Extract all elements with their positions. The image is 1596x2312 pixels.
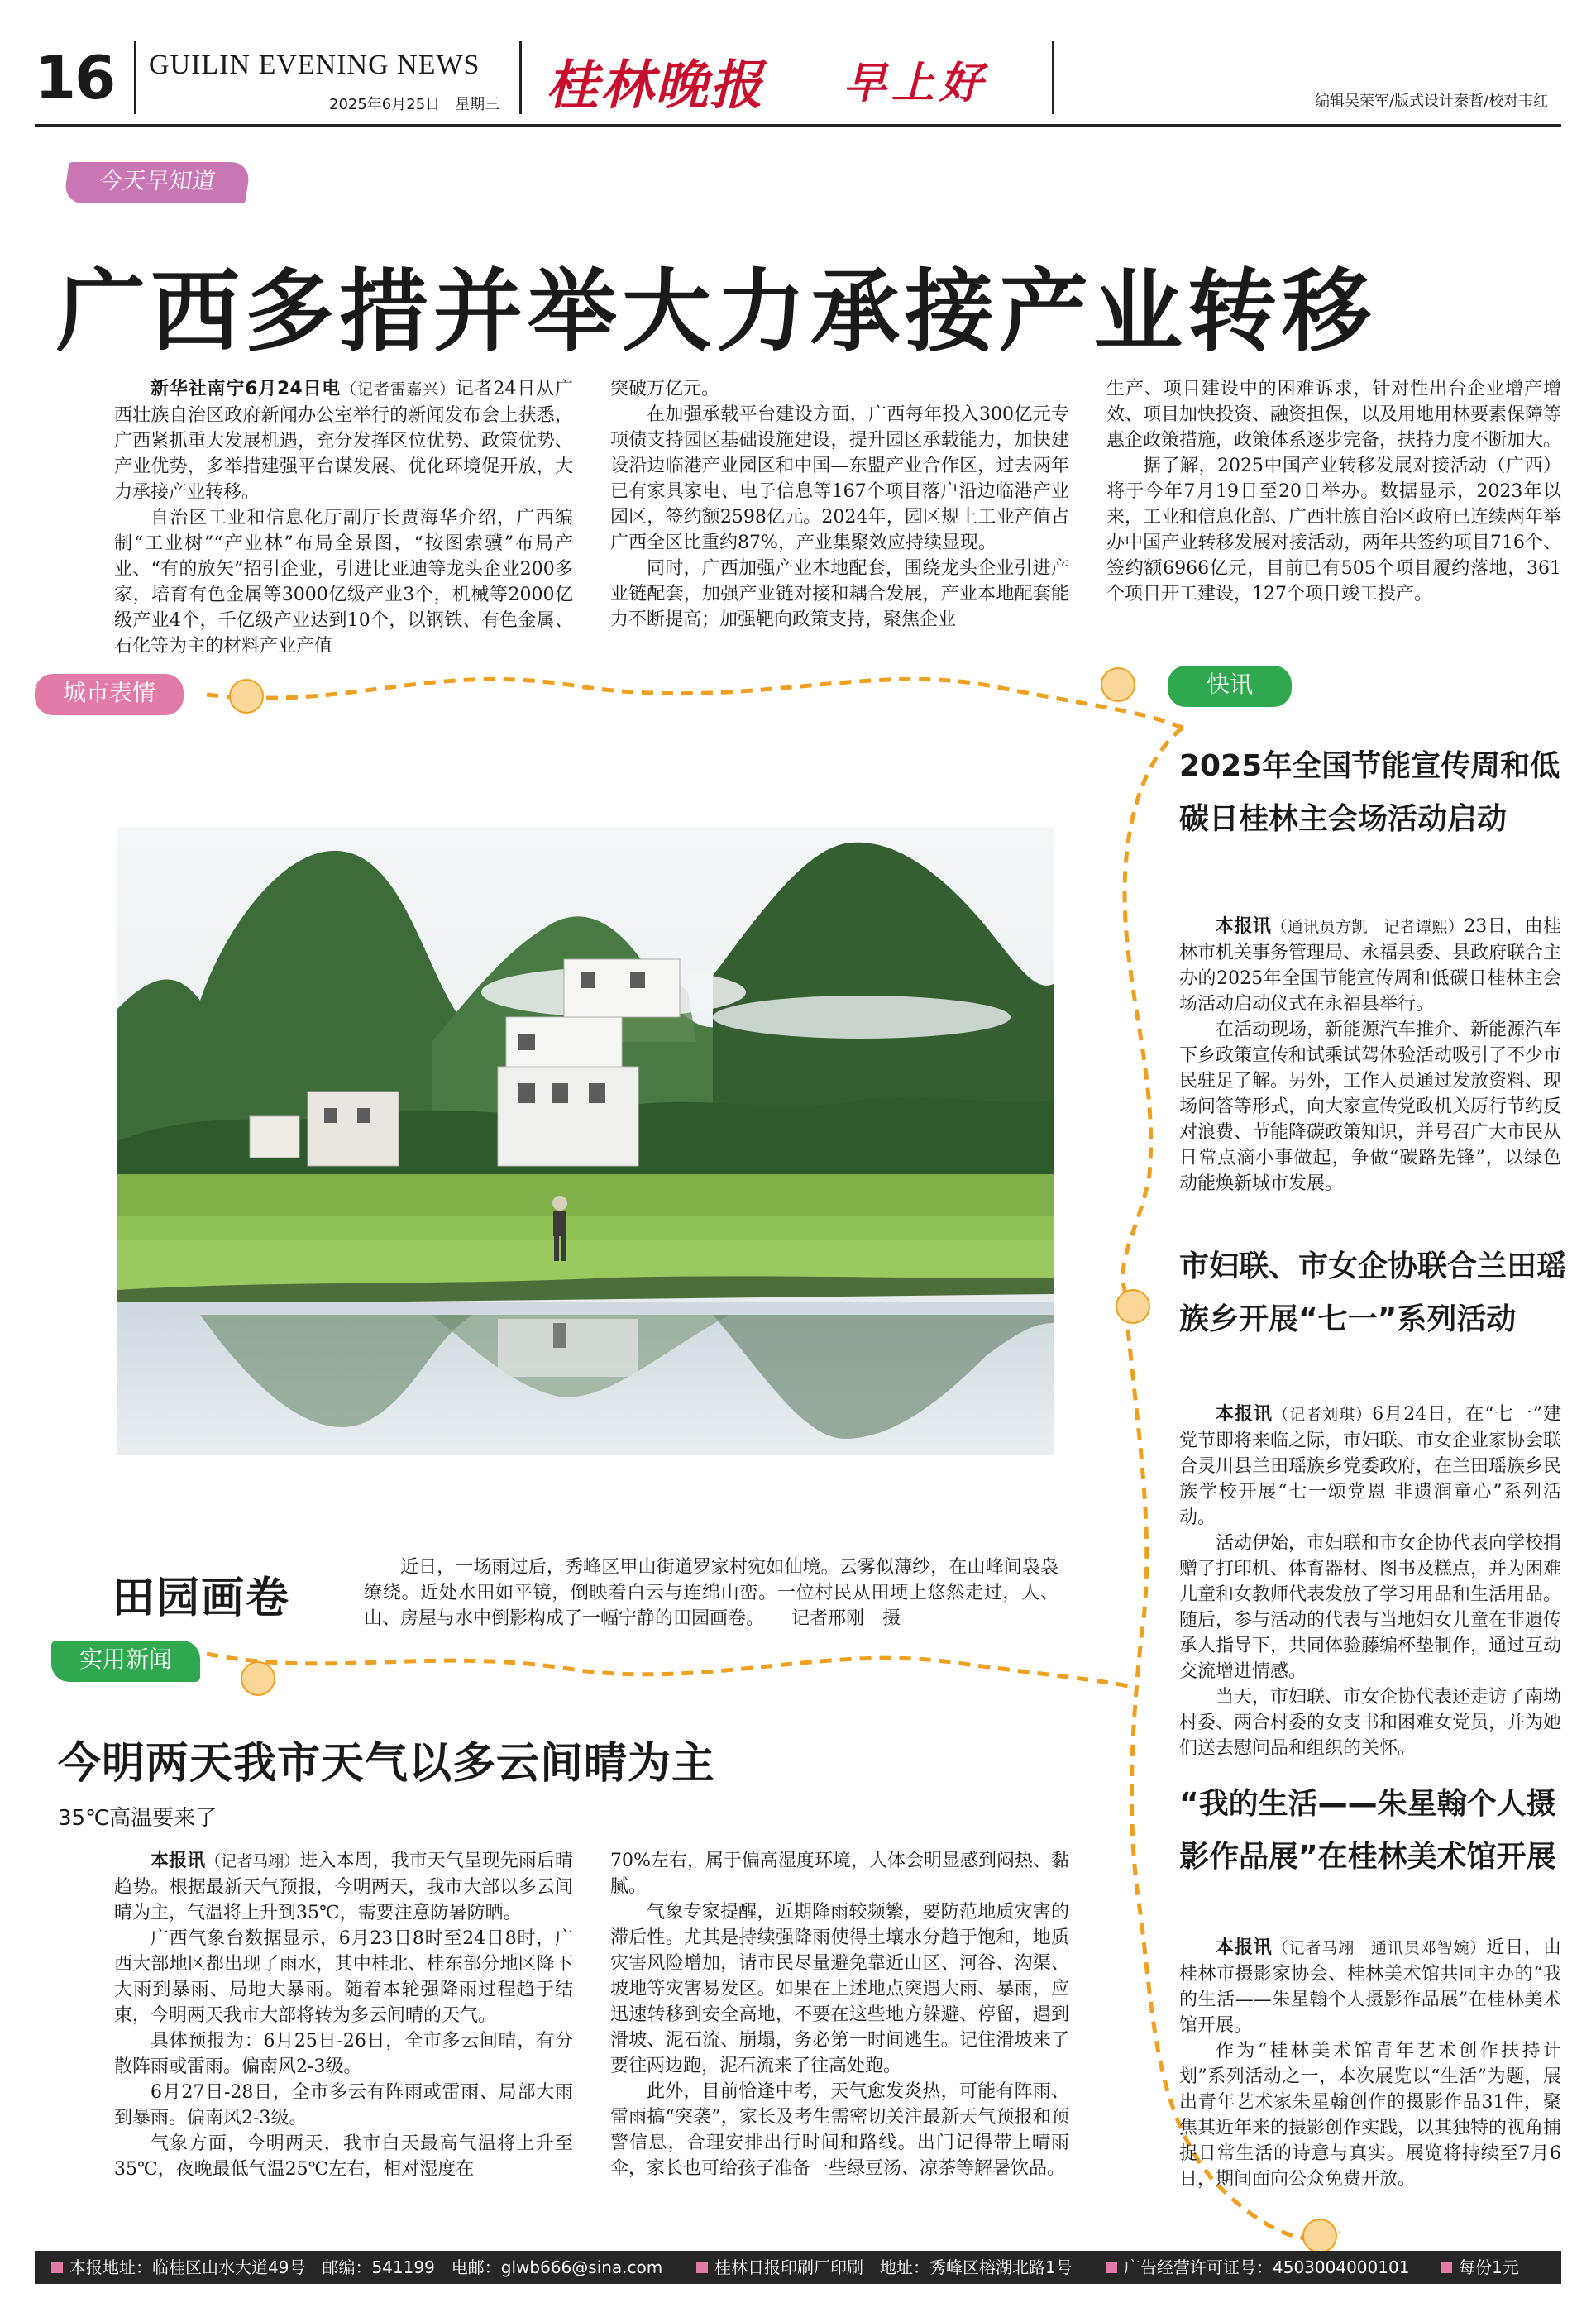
article-paragraph: 当天，市妇联、市女企协代表还走访了南坳村委、两合村委的女支书和困难女党员，并为她们送去慰问品和组织的关怀。: [1179, 1687, 1562, 1759]
masthead-divider: [519, 41, 522, 114]
rice-paddy-landscape-illustration: [117, 827, 1054, 1455]
lead-article-column-3: [1106, 376, 1561, 607]
weather-headline: 今明两天我市天气以多云间晴为主: [58, 1739, 716, 1789]
photo-caption: 近日，一场雨过后，秀峰区甲山街道罗家村宛如仙境。云雾似薄纱，在山峰间袅袅缭绕。近处水田如平镜，倒映着白云与连绵山峦。一位村民从田埂上悠然走过，人、山、房屋与水中倒影构成了一幅宁静的田园画卷。 记者邢刚 摄: [364, 1557, 1058, 1629]
masthead-rule: [35, 124, 1561, 127]
square-bullet-icon: [1441, 2262, 1452, 2273]
flash-news-2-title: 市妇联、市女企协联合兰田瑶族乡开展“七一”系列活动: [1179, 1249, 1567, 1336]
article-paragraph: 广西气象台数据显示，6月23日8时至24日8时，广西大部地区都出现了雨水，其中桂北、桂东部分地区降下大雨到暴雨、局地大暴雨。随着本轮强降雨过程趋于结束，今明两天我市大部将转为多云间晴的天气。: [114, 1928, 573, 2026]
section-tag-practical: 实用新闻: [51, 1641, 200, 1682]
article-paragraph: 本报讯（记者马翊 通讯员邓智婉）近日，由桂林市摄影家协会、桂林美术馆共同主办的“我的生活——朱星翰个人摄影作品展”在桂林美术馆开展。: [1179, 1937, 1561, 2036]
article-paragraph: 突破万亿元。: [610, 379, 720, 399]
paper-logo: 桂林晚报: [546, 55, 764, 117]
article-paragraph: 本报讯（通讯员方凯 记者谭熙）23日，由桂林市机关事务管理局、永福县委、县政府联合主办的2025年全国节能宣传周和低碳日桂林主会场活动启动仪式在永福县举行。: [1179, 916, 1562, 1015]
masthead-divider: [134, 41, 136, 114]
article-paragraph: 本报讯（记者马翊）进入本周，我市天气呈现先雨后晴趋势。根据最新天气预报，今明两天，我市大部以多云间晴为主，气温将上升到35℃，需要注意防暑防晒。: [114, 1851, 573, 1923]
lead-headline: 广西多措并举大力承接产业转移: [56, 260, 1377, 364]
article-paragraph: 据了解，2025中国产业转移发展对接活动（广西）将于今年7月19日至20日举办。数据显示，2023年以来，工业和信息化部、广西壮族自治区政府已连续两年举办中国产业转移发展对接活动，两年共签约项目716个、签约额6966亿元，目前已有505个项目履约落地，361个项目开工建设，127个项目竣工投产。: [1106, 456, 1562, 604]
article-paragraph: 活动伊始，市妇联和市女企协代表向学校捐赠了打印机、体育器材、图书及糕点，并为困难儿童和女教师代表发放了学习用品和生活用品。随后，参与活动的代表与当地妇女儿童在非遗传承人指导下，共同体验藤编杯垫制作，通过互动交流增进情感。: [1179, 1533, 1562, 1682]
article-paragraph: 6月27日-28日，全市多云有阵雨或雷雨、局部大雨到暴雨。偏南风2-3级。: [114, 2082, 573, 2128]
weather-subheadline: 35℃高温要来了: [58, 1806, 217, 1831]
page-number: 16: [35, 43, 115, 112]
square-bullet-icon: [696, 2262, 708, 2273]
article-paragraph: 同时，广西加强产业本地配套，围绕龙头企业引进产业链配套，加强产业链对接和耦合发展，产业本地配套能力不断提高；加强靶向政策支持，聚焦企业: [610, 558, 1069, 630]
section-tag-today: 今天早知道: [63, 162, 251, 203]
photo-title: 田园画卷: [112, 1574, 291, 1623]
masthead-divider: [1052, 41, 1054, 114]
issue-date: 2025年6月25日 星期三: [329, 96, 500, 113]
flash-news-1-body: [1179, 914, 1561, 1197]
flash-news-3-title: “我的生活——朱星翰个人摄影作品展”在桂林美术馆开展: [1179, 1787, 1556, 1874]
lead-article-column-2: [610, 376, 1069, 633]
section-tag-city: 城市表情: [35, 674, 184, 715]
square-bullet-icon: [1106, 2262, 1117, 2273]
lead-article-column-1: [114, 376, 573, 659]
article-paragraph: 作为“桂林美术馆青年艺术创作扶持计划”系列活动之一，本次展览以“生活”为题，展出青年艺术家朱星翰创作的摄影作品31件，聚焦其近年来的摄影创作实践，以其独特的视角捕捉日常生活的诗意与真实。展览将持续至7月6日，期间面向公众免费开放。: [1179, 2041, 1562, 2190]
square-bullet-icon: [51, 2262, 63, 2273]
footer-printer: 桂林日报印刷厂印刷 地址：秀峰区榕湖北路1号: [696, 2251, 1073, 2284]
footer-price: 每份1元: [1441, 2251, 1519, 2284]
footer-address: 本报地址：临桂区山水大道49号 邮编：541199 电邮：glwb666@sina.com: [51, 2251, 662, 2284]
section-slogan: 早上好: [843, 58, 988, 108]
landscape-photo: [117, 827, 1054, 1455]
flash-news-1-title: 2025年全国节能宣传周和低碳日桂林主会场活动启动: [1179, 749, 1560, 836]
article-paragraph: 具体预报为：6月25日-26日，全市多云间晴，有分散阵雨或雷雨。偏南风2-3级。: [114, 2031, 573, 2077]
article-paragraph: 生产、项目建设中的困难诉求，针对性出台企业增产增效、项目加快投资、融资担保，以及用地用林要素保障等惠企政策措施，政策体系逐步完备，扶持力度不断加大。: [1106, 379, 1562, 451]
flash-news-3-body: [1179, 1935, 1561, 2192]
article-paragraph: 在加强承载平台建设方面，广西每年投入300亿元专项债支持园区基础设施建设，提升园区承载能力，加快建设沿边临港产业园区和中国—东盟产业合作区，过去两年已有家具家电、电子信息等167个项目落户沿边临港产业园区，签约额2598亿元。2024年，园区规上工业产值占广西全区比重约87%，产业集聚效应持续显现。: [610, 404, 1069, 553]
flash-news-2-body: [1179, 1402, 1561, 1761]
page-footer: [35, 2251, 1561, 2284]
article-paragraph: 气象专家提醒，近期降雨较频繁，要防范地质灾害的滞后性。尤其是持续强降雨使得土壤水分趋于饱和，地质灾害风险增加，请市民尽量避免靠近山区、河谷、沟渠、坡地等灾害易发区。如果在上述地点突遇大雨、暴雨，应迅速转移到安全高地，不要在这些地方躲避、停留，遇到滑坡、泥石流、崩塌，务必第一时间逃生。记住滑坡来了要往两边跑，泥石流来了往高处跑。: [610, 1902, 1069, 2076]
article-paragraph: 70%左右，属于偏高湿度环境，人体会明显感到闷热、黏腻。: [610, 1851, 1069, 1897]
article-paragraph: 新华社南宁6月24日电（记者雷嘉兴）记者24日从广西壮族自治区政府新闻办公室举行的新闻发布会上获悉，广西紧抓重大发展机遇，充分发挥区位优势、政策优势、产业优势，多举措建强平台谋发展、优化环境促开放，大力承接产业转移。: [114, 379, 573, 503]
article-paragraph: 在活动现场，新能源汽车推介、新能源汽车下乡政策宣传和试乘试驾体验活动吸引了不少市民驻足了解。另外，工作人员通过发放资料、现场问答等形式，向大家宣传党政机关厉行节约反对浪费、节能降碳政策知识，并号召广大市民从日常点滴小事做起，争做“碳路先锋”，以绿色动能焕新城市发展。: [1179, 1020, 1562, 1194]
footer-license: 广告经营许可证号：4503004000101: [1106, 2251, 1409, 2284]
article-paragraph: 本报讯（记者刘琪）6月24日，在“七一”建党节即将来临之际，市妇联、市女企业家协会联合灵川县兰田瑶族乡党委政府，在兰田瑶族乡民族学校开展“七一颂党恩 非遗润童心”系列活动。: [1179, 1404, 1562, 1528]
weather-article-column-2: [610, 1848, 1069, 2181]
paper-name-english: GUILIN EVENING NEWS: [149, 50, 480, 80]
byline: （记者雷嘉兴）: [341, 380, 456, 399]
section-tag-flash: 快讯: [1168, 666, 1292, 707]
weather-article-column-1: [114, 1848, 573, 2182]
editor-credits: 编辑吴荣军/版式设计秦哲/校对韦红: [1315, 93, 1549, 110]
article-paragraph: 气象方面，今明两天，我市白天最高气温将上升至35℃，夜晚最低气温25℃左右，相对湿度在: [114, 2133, 573, 2180]
article-paragraph: 自治区工业和信息化厅副厅长贾海华介绍，广西编制“工业树”“产业林”布局全景图，“按图索骥”布局产业、“有的放矢”招引企业，引进比亚迪等龙头企业200多家，培育有色金属等3000亿级产业3个，机械等2000亿级产业4个，千亿级产业达到10个，以钢铁、有色金属、石化等为主的材料产业产值: [114, 508, 573, 657]
dateline: 新华社南宁6月24日电: [151, 379, 342, 399]
article-paragraph: 此外，目前恰逢中考，天气愈发炎热，可能有阵雨、雷雨搞“突袭”，家长及考生需密切关注最新天气预报和预警信息，合理安排出行时间和路线。出门记得带上晴雨伞，家长也可给孩子准备一些绿豆汤、凉茶等解暑饮品。: [610, 2081, 1069, 2179]
